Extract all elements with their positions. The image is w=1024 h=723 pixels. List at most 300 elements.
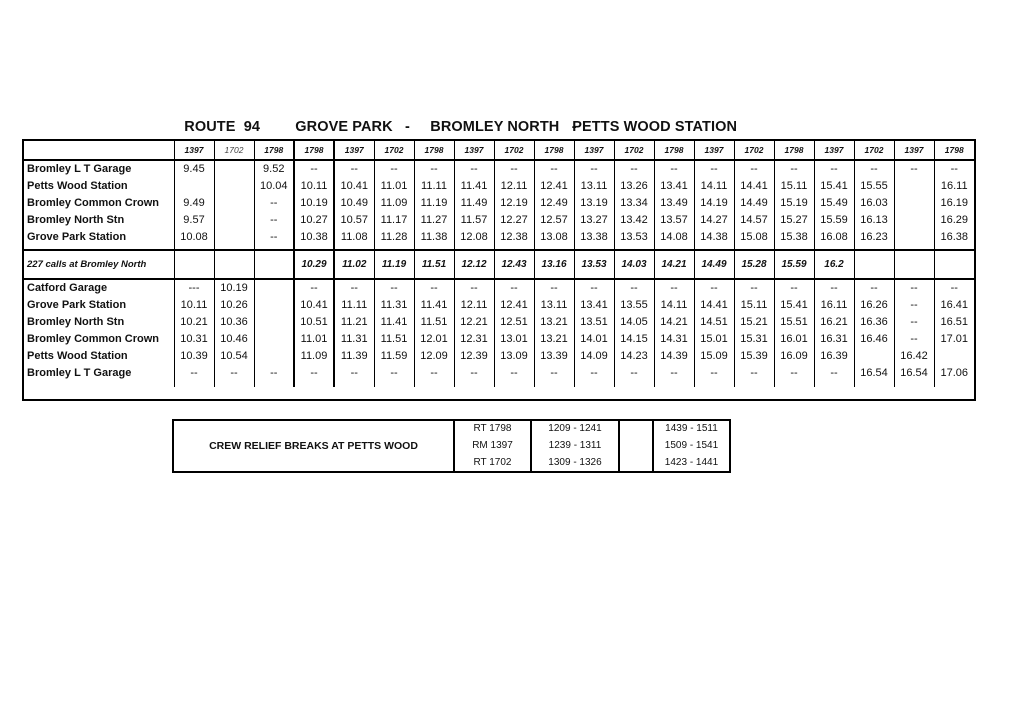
- departure-time: 13.49: [654, 195, 694, 212]
- departure-time: 12.39: [454, 348, 494, 365]
- departure-time: --: [334, 365, 374, 387]
- departure-time: 13.57: [654, 212, 694, 229]
- crew-relief-grid: [174, 421, 729, 471]
- corner-cell: [24, 141, 174, 160]
- departure-time: 11.41: [454, 178, 494, 195]
- departure-time: --: [174, 365, 214, 387]
- departure-time: --: [734, 365, 774, 387]
- departure-time: 16.39: [814, 348, 854, 365]
- stop-name: Bromley North Stn: [27, 214, 125, 226]
- departure-time: 14.41: [694, 297, 734, 314]
- departure-time: 10.04: [254, 178, 294, 195]
- departure-time: 16.46: [854, 331, 894, 348]
- departure-time: 14.27: [694, 212, 734, 229]
- departure-time: 13.41: [654, 178, 694, 195]
- departure-time: --: [694, 160, 734, 178]
- departure-time: --: [374, 160, 414, 178]
- departure-time: --: [894, 160, 934, 178]
- departure-time: --: [534, 160, 574, 178]
- departure-time: 14.39: [654, 348, 694, 365]
- departure-time: 13.11: [534, 297, 574, 314]
- departure-time: --: [654, 365, 694, 387]
- departure-time: 15.19: [774, 195, 814, 212]
- departure-time: [854, 348, 894, 365]
- departure-time: 12.49: [534, 195, 574, 212]
- departure-time: 12.41: [534, 178, 574, 195]
- departure-time: 16.36: [854, 314, 894, 331]
- departure-time: --: [534, 365, 574, 387]
- inbound-stop-row: [24, 279, 974, 297]
- calls-time: 13.16: [534, 250, 574, 279]
- departure-time: [214, 195, 254, 212]
- departure-time: --: [774, 160, 814, 178]
- departure-time: 10.38: [294, 229, 334, 250]
- departure-time: 13.21: [534, 331, 574, 348]
- departure-time: 11.08: [334, 229, 374, 250]
- departure-time: 13.27: [574, 212, 614, 229]
- departure-time: 10.57: [334, 212, 374, 229]
- relief-break-1: 1239 - 1311: [531, 438, 619, 455]
- running-number: 1702: [734, 141, 774, 160]
- title-petts-wood: PETTS WOOD STATION: [572, 119, 738, 135]
- departure-time: 11.31: [334, 331, 374, 348]
- departure-time: 14.57: [734, 212, 774, 229]
- departure-time: 12.51: [494, 314, 534, 331]
- departure-time: 11.49: [454, 195, 494, 212]
- departure-time: 13.39: [534, 348, 574, 365]
- departure-time: 10.41: [334, 178, 374, 195]
- departure-time: 11.41: [414, 297, 454, 314]
- calls-time: 15.59: [774, 250, 814, 279]
- departure-time: [934, 348, 974, 365]
- relief-break-2: 1423 - 1441: [653, 454, 729, 471]
- departure-time: 16.26: [854, 297, 894, 314]
- departure-time: --: [454, 160, 494, 178]
- departure-time: 14.23: [614, 348, 654, 365]
- departure-time: 16.11: [934, 178, 974, 195]
- outbound-stop-row: [24, 229, 974, 250]
- calls-time: 11.51: [414, 250, 454, 279]
- departure-time: --: [734, 279, 774, 297]
- departure-time: 10.11: [174, 297, 214, 314]
- departure-time: 12.27: [494, 212, 534, 229]
- departure-time: 15.49: [814, 195, 854, 212]
- departure-time: --: [334, 279, 374, 297]
- route-227-calls-row: [24, 250, 974, 279]
- crew-relief-table: [172, 419, 731, 473]
- departure-time: 10.19: [294, 195, 334, 212]
- departure-time: 16.23: [854, 229, 894, 250]
- departure-time: 14.41: [734, 178, 774, 195]
- relief-break-1: 1309 - 1326: [531, 454, 619, 471]
- relief-crew: RT 1702: [473, 456, 512, 468]
- departure-time: 9.45: [174, 160, 214, 178]
- departure-time: --: [374, 365, 414, 387]
- calls-time: [214, 250, 254, 279]
- departure-time: 16.21: [814, 314, 854, 331]
- calls-time: 14.49: [694, 250, 734, 279]
- departure-time: --: [414, 365, 454, 387]
- calls-time: 12.43: [494, 250, 534, 279]
- stop-name: Petts Wood Station: [27, 350, 128, 362]
- departure-time: 13.55: [614, 297, 654, 314]
- running-number: 1702: [494, 141, 534, 160]
- departure-time: 12.41: [494, 297, 534, 314]
- inbound-stop-row: [24, 365, 974, 387]
- departure-time: 10.19: [214, 279, 254, 297]
- departure-time: 13.19: [574, 195, 614, 212]
- departure-time: --: [654, 160, 694, 178]
- running-number: 1397: [574, 141, 614, 160]
- departure-time: 16.41: [934, 297, 974, 314]
- departure-time: 16.08: [814, 229, 854, 250]
- departure-time: 9.57: [174, 212, 214, 229]
- departure-time: --: [294, 279, 334, 297]
- departure-time: 16.01: [774, 331, 814, 348]
- timetable-grid: [24, 141, 974, 387]
- departure-time: [894, 178, 934, 195]
- departure-time: 15.11: [734, 297, 774, 314]
- calls-time: [174, 250, 214, 279]
- departure-time: 15.01: [694, 331, 734, 348]
- departure-time: 15.21: [734, 314, 774, 331]
- departure-time: 10.39: [174, 348, 214, 365]
- stop-name: Petts Wood Station: [27, 180, 128, 192]
- running-number-header-row: [24, 141, 974, 160]
- departure-time: 10.46: [214, 331, 254, 348]
- departure-time: --: [894, 279, 934, 297]
- departure-time: 11.51: [414, 314, 454, 331]
- departure-time: 10.11: [294, 178, 334, 195]
- departure-time: 16.51: [934, 314, 974, 331]
- departure-time: 15.38: [774, 229, 814, 250]
- calls-time: [894, 250, 934, 279]
- departure-time: [214, 160, 254, 178]
- relief-gap: [619, 438, 653, 455]
- calls-time: 11.02: [334, 250, 374, 279]
- departure-time: 12.08: [454, 229, 494, 250]
- departure-time: 9.49: [174, 195, 214, 212]
- departure-time: 11.59: [374, 348, 414, 365]
- departure-time: 11.11: [414, 178, 454, 195]
- departure-time: [894, 229, 934, 250]
- inbound-stop-row: [24, 314, 974, 331]
- departure-time: --: [454, 365, 494, 387]
- running-number: 1702: [614, 141, 654, 160]
- departure-time: 16.54: [894, 365, 934, 387]
- departure-time: 16.42: [894, 348, 934, 365]
- departure-time: 15.59: [814, 212, 854, 229]
- departure-time: 14.51: [694, 314, 734, 331]
- departure-time: 11.21: [334, 314, 374, 331]
- running-number: 1702: [214, 141, 254, 160]
- departure-time: 9.52: [254, 160, 294, 178]
- departure-time: [254, 279, 294, 297]
- departure-time: 12.57: [534, 212, 574, 229]
- departure-time: 14.31: [654, 331, 694, 348]
- departure-time: 13.34: [614, 195, 654, 212]
- departure-time: 13.11: [574, 178, 614, 195]
- departure-time: --: [574, 279, 614, 297]
- stop-name: Grove Park Station: [27, 231, 127, 243]
- departure-time: 11.17: [374, 212, 414, 229]
- calls-time: [934, 250, 974, 279]
- running-number: 1702: [374, 141, 414, 160]
- departure-time: 12.31: [454, 331, 494, 348]
- departure-time: --: [614, 365, 654, 387]
- running-number: 1798: [254, 141, 294, 160]
- departure-time: 12.09: [414, 348, 454, 365]
- departure-time: [254, 331, 294, 348]
- departure-time: 11.31: [374, 297, 414, 314]
- departure-time: [174, 178, 214, 195]
- departure-time: --: [774, 279, 814, 297]
- outbound-stop-row: [24, 160, 974, 178]
- relief-break-2: 1439 - 1511: [653, 421, 729, 438]
- departure-time: [214, 212, 254, 229]
- departure-time: 10.41: [294, 297, 334, 314]
- departure-time: --: [854, 279, 894, 297]
- departure-time: 10.27: [294, 212, 334, 229]
- departure-time: 14.49: [734, 195, 774, 212]
- departure-time: --: [254, 229, 294, 250]
- calls-row-label: 227 calls at Bromley North: [24, 250, 174, 279]
- departure-time: --: [294, 365, 334, 387]
- departure-time: 14.15: [614, 331, 654, 348]
- departure-time: 13.26: [614, 178, 654, 195]
- departure-time: [214, 229, 254, 250]
- running-number: 1702: [854, 141, 894, 160]
- departure-time: --: [774, 365, 814, 387]
- departure-time: [214, 178, 254, 195]
- departure-time: 13.09: [494, 348, 534, 365]
- departure-time: 13.08: [534, 229, 574, 250]
- running-number: 1798: [414, 141, 454, 160]
- departure-time: 13.38: [574, 229, 614, 250]
- departure-time: 10.36: [214, 314, 254, 331]
- departure-time: 16.11: [814, 297, 854, 314]
- departure-time: 14.08: [654, 229, 694, 250]
- departure-time: 11.19: [414, 195, 454, 212]
- departure-time: 16.09: [774, 348, 814, 365]
- departure-time: 10.21: [174, 314, 214, 331]
- departure-time: 11.09: [374, 195, 414, 212]
- departure-time: 12.21: [454, 314, 494, 331]
- departure-time: 11.38: [414, 229, 454, 250]
- departure-time: [254, 314, 294, 331]
- departure-time: 15.55: [854, 178, 894, 195]
- departure-time: 12.11: [454, 297, 494, 314]
- running-number: 1798: [654, 141, 694, 160]
- title-bromley-north: BROMLEY NORTH -: [430, 119, 577, 135]
- departure-time: 15.31: [734, 331, 774, 348]
- stop-name: Catford Garage: [27, 282, 108, 294]
- departure-time: --: [934, 160, 974, 178]
- calls-time: [854, 250, 894, 279]
- departure-time: 16.13: [854, 212, 894, 229]
- relief-gap: [619, 454, 653, 471]
- departure-time: 11.57: [454, 212, 494, 229]
- inbound-stop-row: [24, 331, 974, 348]
- departure-time: 11.28: [374, 229, 414, 250]
- departure-time: 16.31: [814, 331, 854, 348]
- relief-crew: RT 1798: [473, 423, 512, 435]
- departure-time: 11.41: [374, 314, 414, 331]
- departure-time: 12.11: [494, 178, 534, 195]
- calls-time: 11.19: [374, 250, 414, 279]
- departure-time: --: [494, 160, 534, 178]
- calls-time: [254, 250, 294, 279]
- calls-time: 10.29: [294, 250, 334, 279]
- departure-time: 10.26: [214, 297, 254, 314]
- departure-time: --: [694, 365, 734, 387]
- departure-time: --: [374, 279, 414, 297]
- relief-break-2: 1509 - 1541: [653, 438, 729, 455]
- departure-time: 16.03: [854, 195, 894, 212]
- departure-time: 17.06: [934, 365, 974, 387]
- stop-name: Bromley L T Garage: [27, 367, 132, 379]
- departure-time: 11.01: [374, 178, 414, 195]
- calls-time: 14.03: [614, 250, 654, 279]
- departure-time: --: [814, 279, 854, 297]
- calls-time: 15.28: [734, 250, 774, 279]
- departure-time: 10.49: [334, 195, 374, 212]
- running-number: 1798: [294, 141, 334, 160]
- relief-heading: CREW RELIEF BREAKS AT PETTS WOOD: [174, 421, 454, 471]
- running-number: 1397: [694, 141, 734, 160]
- departure-time: 11.11: [334, 297, 374, 314]
- departure-time: --: [454, 279, 494, 297]
- departure-time: --: [894, 331, 934, 348]
- running-number: 1397: [894, 141, 934, 160]
- departure-time: 15.51: [774, 314, 814, 331]
- departure-time: 15.39: [734, 348, 774, 365]
- departure-time: --: [254, 365, 294, 387]
- departure-time: --: [614, 279, 654, 297]
- departure-time: 14.38: [694, 229, 734, 250]
- running-number: 1397: [174, 141, 214, 160]
- departure-time: --: [894, 314, 934, 331]
- departure-time: 13.53: [614, 229, 654, 250]
- calls-time: 12.12: [454, 250, 494, 279]
- departure-time: 10.54: [214, 348, 254, 365]
- title-grove-park: GROVE PARK -: [295, 119, 410, 135]
- departure-time: [254, 348, 294, 365]
- stop-name: Bromley North Stn: [27, 316, 125, 328]
- departure-time: --: [414, 279, 454, 297]
- departure-time: 12.19: [494, 195, 534, 212]
- departure-time: --: [814, 365, 854, 387]
- departure-time: 14.19: [694, 195, 734, 212]
- departure-time: --: [534, 279, 574, 297]
- departure-time: 14.09: [574, 348, 614, 365]
- departure-time: --: [934, 279, 974, 297]
- departure-time: 11.39: [334, 348, 374, 365]
- relief-break-1: 1209 - 1241: [531, 421, 619, 438]
- calls-time: 14.21: [654, 250, 694, 279]
- departure-time: 17.01: [934, 331, 974, 348]
- departure-time: --: [574, 365, 614, 387]
- departure-time: [254, 297, 294, 314]
- departure-time: 16.19: [934, 195, 974, 212]
- timetable: [22, 139, 976, 401]
- departure-time: --: [814, 160, 854, 178]
- departure-time: 14.21: [654, 314, 694, 331]
- departure-time: 14.11: [654, 297, 694, 314]
- departure-time: 15.27: [774, 212, 814, 229]
- relief-gap: [619, 421, 653, 438]
- departure-time: --: [414, 160, 454, 178]
- departure-time: 14.05: [614, 314, 654, 331]
- departure-time: 15.09: [694, 348, 734, 365]
- departure-time: 11.27: [414, 212, 454, 229]
- calls-time: 13.53: [574, 250, 614, 279]
- calls-time: 16.2: [814, 250, 854, 279]
- departure-time: 13.51: [574, 314, 614, 331]
- departure-time: 15.41: [774, 297, 814, 314]
- stop-name: Grove Park Station: [27, 299, 127, 311]
- page-title: [176, 103, 737, 135]
- departure-time: --: [334, 160, 374, 178]
- stop-name: Bromley Common Crown: [27, 197, 160, 209]
- departure-time: 13.41: [574, 297, 614, 314]
- departure-time: 10.08: [174, 229, 214, 250]
- departure-time: --: [734, 160, 774, 178]
- departure-time: 14.11: [694, 178, 734, 195]
- relief-row: [174, 421, 729, 438]
- departure-time: [894, 212, 934, 229]
- stop-name: Bromley Common Crown: [27, 333, 160, 345]
- departure-time: 16.38: [934, 229, 974, 250]
- outbound-stop-row: [24, 195, 974, 212]
- departure-time: 15.41: [814, 178, 854, 195]
- departure-time: --: [494, 365, 534, 387]
- running-number: 1397: [454, 141, 494, 160]
- departure-time: --: [294, 160, 334, 178]
- outbound-stop-row: [24, 178, 974, 195]
- departure-time: --: [254, 212, 294, 229]
- departure-time: 16.54: [854, 365, 894, 387]
- departure-time: --: [854, 160, 894, 178]
- departure-time: --: [494, 279, 534, 297]
- running-number: 1798: [934, 141, 974, 160]
- departure-time: ---: [174, 279, 214, 297]
- departure-time: 10.31: [174, 331, 214, 348]
- departure-time: 15.08: [734, 229, 774, 250]
- departure-time: [894, 195, 934, 212]
- departure-time: --: [694, 279, 734, 297]
- departure-time: --: [654, 279, 694, 297]
- departure-time: 10.51: [294, 314, 334, 331]
- departure-time: --: [894, 297, 934, 314]
- running-number: 1397: [814, 141, 854, 160]
- departure-time: 14.01: [574, 331, 614, 348]
- departure-time: --: [614, 160, 654, 178]
- departure-time: --: [254, 195, 294, 212]
- departure-time: 13.42: [614, 212, 654, 229]
- departure-time: 11.01: [294, 331, 334, 348]
- outbound-stop-row: [24, 212, 974, 229]
- running-number: 1798: [774, 141, 814, 160]
- departure-time: --: [214, 365, 254, 387]
- relief-crew: RM 1397: [472, 439, 513, 451]
- departure-time: 12.01: [414, 331, 454, 348]
- departure-time: 13.01: [494, 331, 534, 348]
- inbound-stop-row: [24, 297, 974, 314]
- running-number: 1798: [534, 141, 574, 160]
- inbound-stop-row: [24, 348, 974, 365]
- departure-time: 11.51: [374, 331, 414, 348]
